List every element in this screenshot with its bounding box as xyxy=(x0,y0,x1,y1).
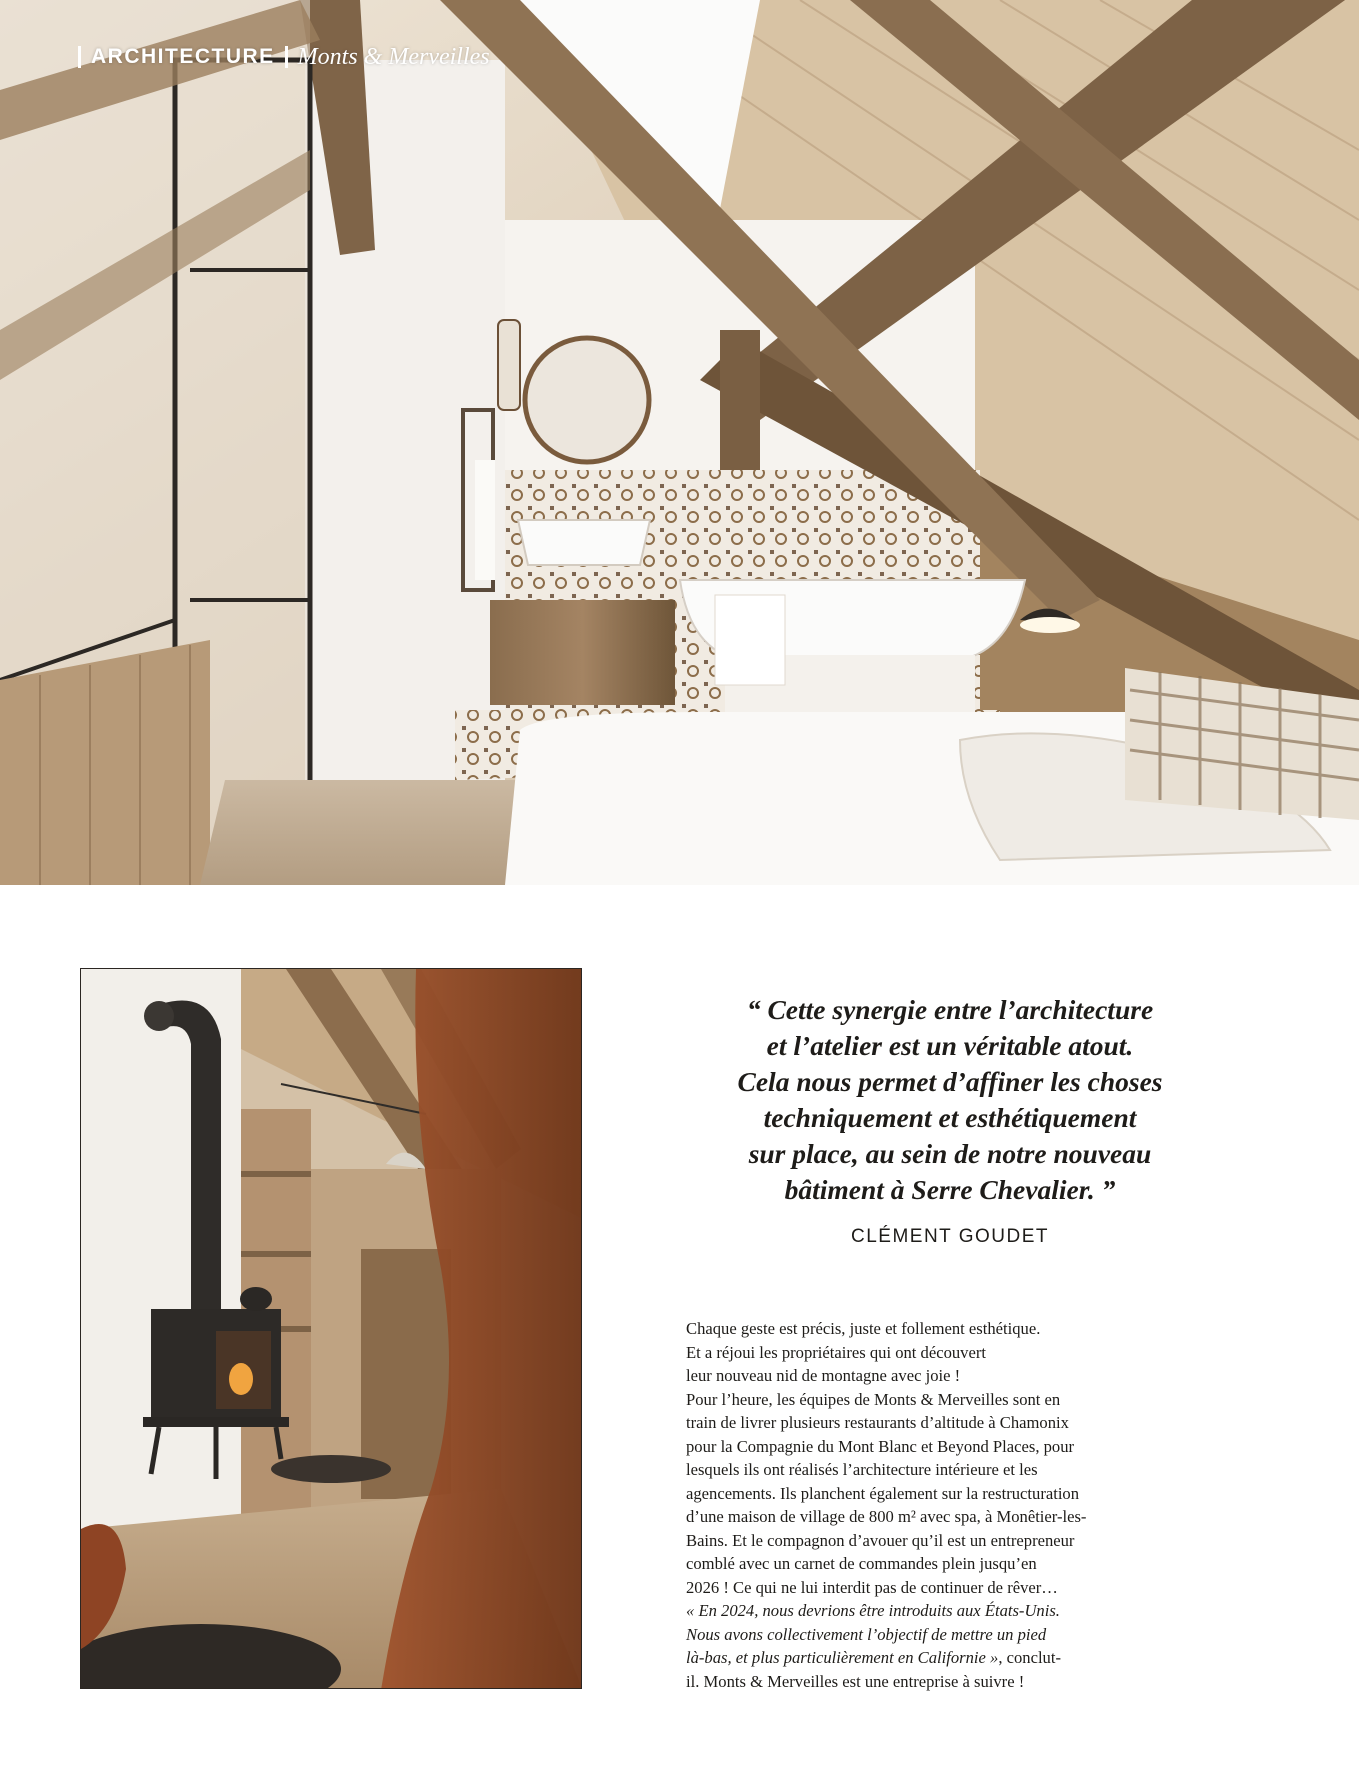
body-line: d’une maison de village de 800 m² avec spa, à Monêtier-les- xyxy=(686,1507,1087,1526)
body-text xyxy=(686,1317,1206,1693)
quote-line: et l’atelier est un véritable atout. xyxy=(766,1030,1134,1061)
body-line: leur nouveau nid de montagne avec joie ! xyxy=(686,1366,961,1385)
body-line: pour la Compagnie du Mont Blanc et Beyond Places, pour xyxy=(686,1436,1075,1456)
quote-line: “ Cette synergie entre l’architecture xyxy=(746,994,1154,1025)
body-line: Bains. Et le compagnon d’avouer qu’il est un entrepreneur xyxy=(686,1530,1075,1550)
quote-line: techniquement et esthétiquement xyxy=(763,1102,1137,1133)
body-line: il. Monts & Merveilles est une entreprise à suivre ! xyxy=(686,1671,1025,1691)
section-tag xyxy=(78,40,490,74)
quote-line: Cela nous permet d’affiner les choses xyxy=(737,1066,1163,1097)
body-line: Pour l’heure, les équipes de Monts & Merveilles sont en xyxy=(686,1389,1061,1409)
quote-author: CLÉMENT GOUDET xyxy=(850,1226,1049,1247)
body-line-mixed xyxy=(686,1646,1206,1670)
body-line: Chaque geste est précis, juste et follement esthétique. xyxy=(686,1319,1041,1338)
body-line: 2026 ! Ce qui ne lui interdit pas de continuer de rêver… xyxy=(686,1577,1058,1597)
section-rubric: ARCHITECTURE xyxy=(91,45,275,68)
divider xyxy=(285,46,288,68)
divider xyxy=(78,46,81,68)
body-line: comblé avec un carnet de commandes plein jusqu’en xyxy=(686,1554,1037,1573)
hero-photo xyxy=(0,0,1359,885)
body-line-italic: « En 2024, nous devrions être introduits aux États-Unis. xyxy=(686,1601,1060,1620)
wood-stove-illustration xyxy=(81,969,582,1689)
pull-quote xyxy=(660,992,1240,1208)
body-line-regular-part: , conclut- xyxy=(998,1648,1061,1667)
body-line: train de livrer plusieurs restaurants d’altitude à Chamonix xyxy=(686,1413,1069,1432)
quote-line: sur place, au sein de notre nouveau xyxy=(748,1138,1152,1169)
brand-name: Monts & Merveilles xyxy=(297,43,490,70)
body-line: lesquels ils ont réalisés l’architecture intérieure et les xyxy=(686,1460,1038,1479)
quote-line: bâtiment à Serre Chevalier. ” xyxy=(784,1174,1116,1205)
attic-bedroom-illustration xyxy=(0,0,1359,885)
body-line-italic: Nous avons collectivement l’objectif de mettre un pied xyxy=(686,1624,1047,1644)
body-line: agencements. Ils planchent également sur la restructuration xyxy=(686,1483,1080,1503)
stove-photo xyxy=(80,968,582,1689)
body-line: Et a réjoui les propriétaires qui ont découvert xyxy=(686,1342,986,1362)
body-line-italic-part: là-bas, et plus particulièrement en Californie » xyxy=(686,1648,999,1667)
